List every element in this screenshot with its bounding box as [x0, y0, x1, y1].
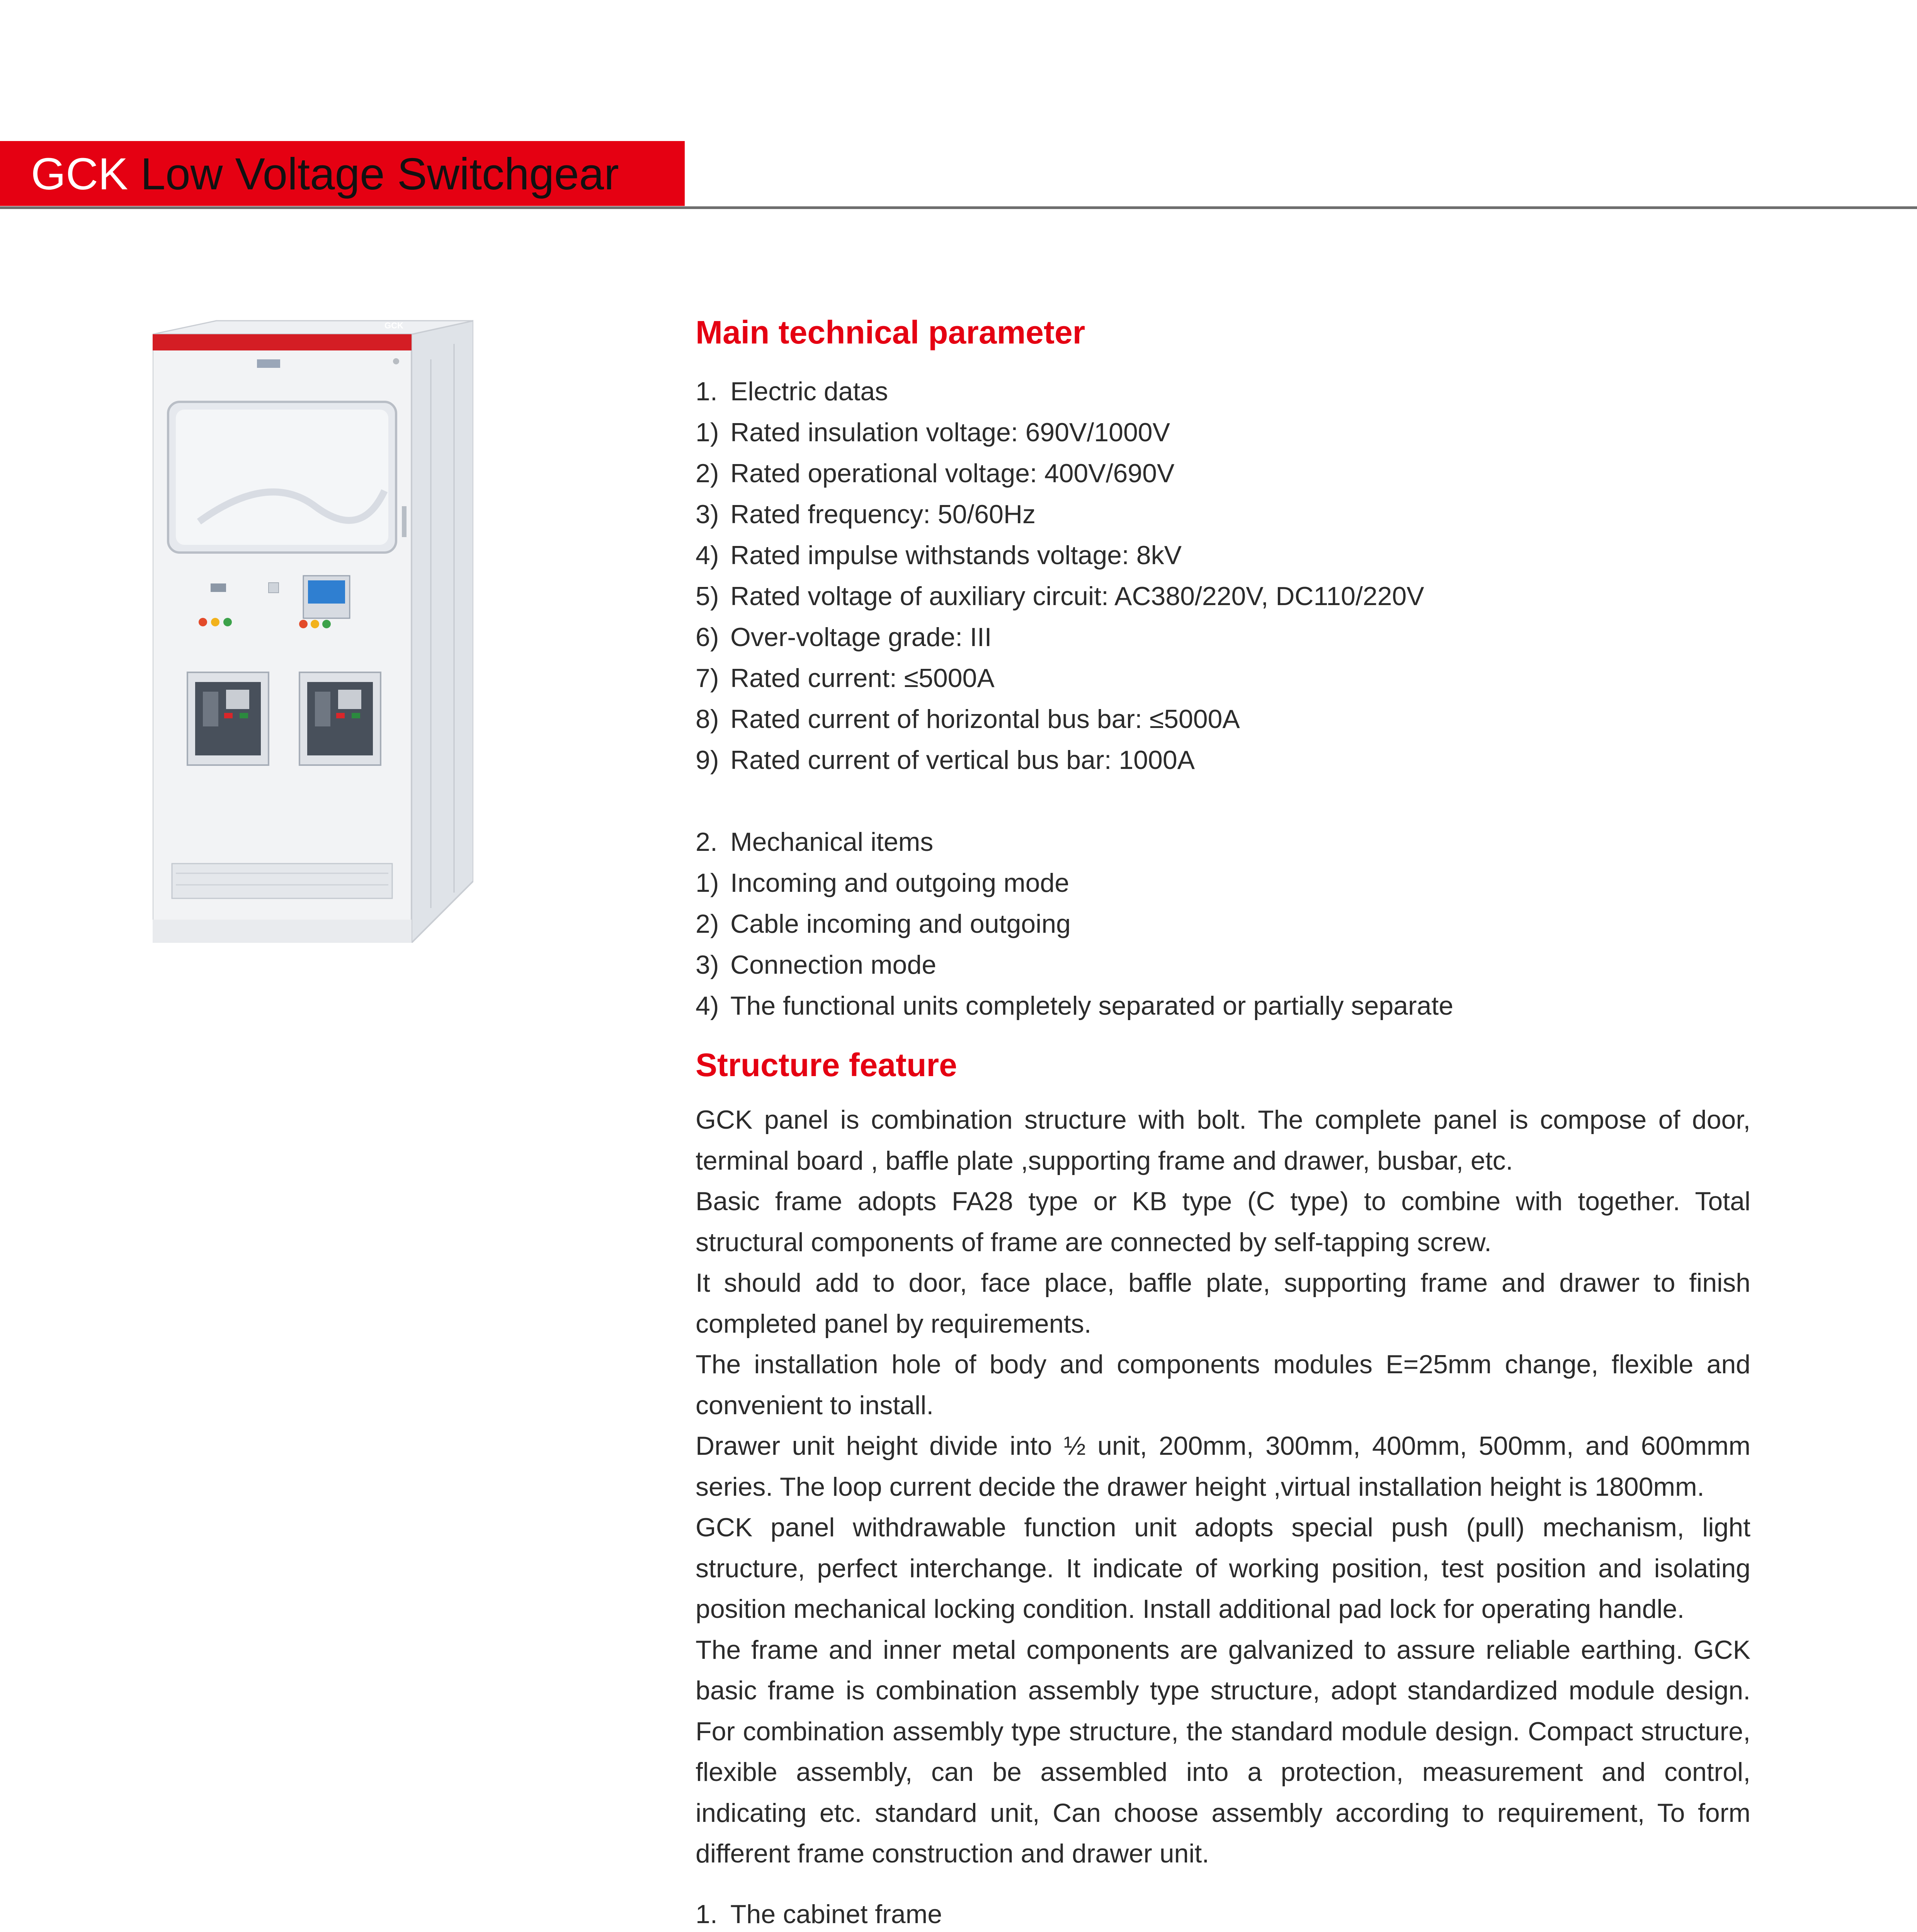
list-text: Rated voltage of auxiliary circuit: AC380/220V, DC110/220V — [730, 582, 1424, 611]
list-text: The functional units completely separated or partially separate — [730, 991, 1454, 1020]
list-item — [696, 617, 1750, 658]
list-number: 2) — [696, 909, 719, 939]
list-text: Mechanical items — [730, 827, 934, 857]
list-number: 2) — [696, 459, 719, 488]
list-text: Incoming and outgoing mode — [730, 868, 1070, 898]
list-item — [696, 944, 1750, 985]
list-item — [696, 699, 1750, 740]
list-text: Rated frequency: 50/60Hz — [730, 500, 1036, 529]
list-text: Cable incoming and outgoing — [730, 909, 1071, 939]
list-text: Rated current of vertical bus bar: 1000A — [730, 745, 1195, 775]
list-item — [696, 862, 1750, 903]
structure-paragraph: The frame and inner metal components are galvanized to assure reliable earthing. GCK basic frame is combination assembly type structure, adopt standardized module design. For combination assembly type structure, the standard module design. Compact structure, flexible assembly, can be assembled into a protection, measurement and control, indicating etc. standard unit, Can choose assembly according to requirement, To form different frame construction and drawer unit. — [696, 1635, 1750, 1868]
list-number: 9) — [696, 745, 719, 775]
list-text: Rated current of horizontal bus bar: ≤5000A — [730, 704, 1240, 734]
list-number: 1) — [696, 868, 719, 898]
switchgear-cabinet-image — [153, 305, 473, 943]
list-number: 2. — [696, 827, 718, 857]
list-text: Rated impulse withstands voltage: 8kV — [730, 541, 1182, 570]
cabinet-badge: GCK — [384, 321, 403, 330]
structure-paragraph: It should add to door, face place, baffle plate, supporting frame and drawer to finish completed panel by requirements. — [696, 1268, 1750, 1338]
list-number: 1. — [696, 1899, 718, 1929]
list-item — [696, 1894, 1750, 1932]
list-item — [696, 903, 1750, 944]
list-item — [696, 535, 1750, 576]
list-text: Rated operational voltage: 400V/690V — [730, 459, 1175, 488]
list-number: 3) — [696, 950, 719, 980]
mechanical-list — [696, 821, 1750, 1026]
list-number: 1) — [696, 418, 719, 447]
list-item — [696, 453, 1750, 494]
list-text: Electric datas — [730, 377, 888, 406]
list-text: Rated insulation voltage: 690V/1000V — [730, 418, 1170, 447]
list-number: 5) — [696, 582, 719, 611]
structure-paragraph: GCK panel is combination structure with bolt. The complete panel is compose of door, terminal board , baffle plate ,supporting frame and drawer, busbar, etc. — [696, 1105, 1750, 1175]
list-item — [696, 740, 1750, 781]
list-number: 7) — [696, 663, 719, 693]
title-brand: GCK — [31, 149, 128, 199]
electric-list — [696, 371, 1750, 781]
list-text: Over-voltage grade: III — [730, 622, 992, 652]
structure-heading: Structure feature — [696, 1047, 957, 1083]
list-item — [696, 985, 1750, 1026]
structure-paragraph: Drawer unit height divide into ½ unit, 200mm, 300mm, 400mm, 500mm, and 600mmm series. The loop current decide the drawer height ,virtual installation height is 1800mm. — [696, 1431, 1750, 1502]
list-item — [696, 821, 1750, 862]
list-item — [696, 658, 1750, 699]
structure-paragraph: The installation hole of body and components modules E=25mm change, flexible and convenient to install. — [696, 1350, 1750, 1420]
structure-paragraph: Basic frame adopts FA28 type or KB type (C type) to combine with together. Total structural components of frame are connected by self-tapping screw. — [696, 1187, 1750, 1257]
list-item — [696, 412, 1750, 453]
list-text: Rated current: ≤5000A — [730, 663, 995, 693]
technical-heading: Main technical parameter — [696, 314, 1085, 350]
list-number: 6) — [696, 622, 719, 652]
page-title — [31, 145, 619, 203]
list-text: The cabinet frame — [730, 1899, 942, 1929]
list-number: 3) — [696, 500, 719, 529]
list-number: 4) — [696, 991, 719, 1020]
content-column — [696, 309, 1750, 1932]
structure-paragraph: GCK panel withdrawable function unit adopts special push (pull) mechanism, light structure, perfect interchange. It indicate of working position, test position and isolating position mechanical locking condition. Install additional pad lock for operating handle. — [696, 1513, 1750, 1624]
list-text: Connection mode — [730, 950, 937, 980]
list-item — [696, 576, 1750, 617]
header-divider — [685, 206, 1917, 209]
list-number: 1. — [696, 377, 718, 406]
list-item — [696, 494, 1750, 535]
list-number: 8) — [696, 704, 719, 734]
list-item — [696, 371, 1750, 412]
title-text: Low Voltage Switchgear — [140, 149, 619, 199]
list-number: 4) — [696, 541, 719, 570]
header-divider-left — [0, 206, 685, 209]
